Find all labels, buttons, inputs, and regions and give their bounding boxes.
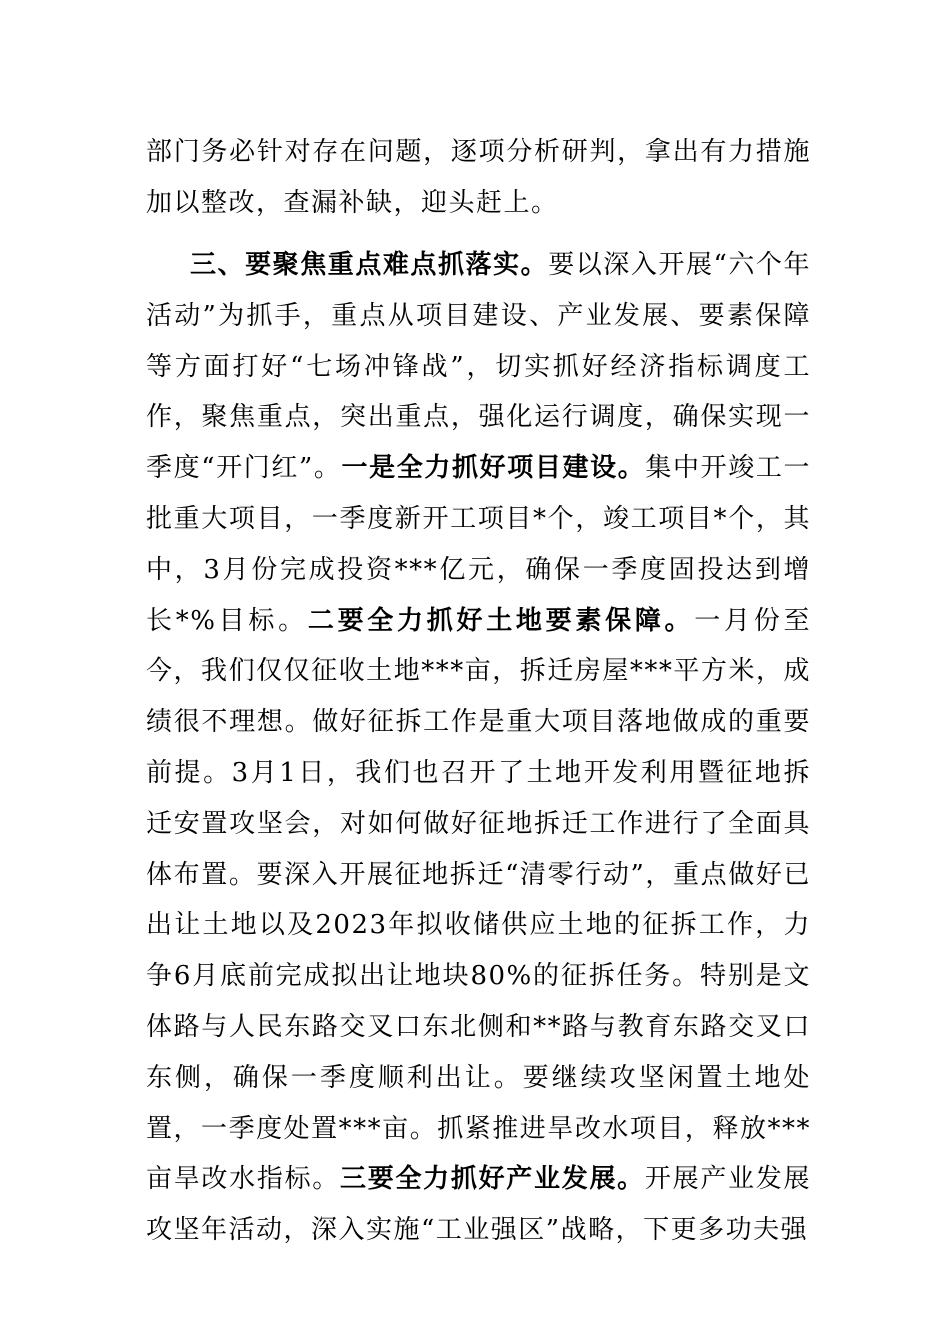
paragraph-text: 一月份至今，我们仅仅征收土地***亩，拆迁房屋***平方米，成绩很不理想。做好征拆工作是重大项目落地做成的重要前提。3月1日，我们也召开了土地开发利用暨征地拆迁安置攻坚会，对如何做好征地拆迁工作进行了全面具体布置。要深入开展征地拆迁“清零行动”，重点做好已出让土地以及2023年拟收储供应土地的征拆工作，力争6月底前完成拟出让地块80%的征拆任务。特别是文体路与人民东路交叉口东北侧和**路与教育东路交叉口东侧，确保一季度顺利出让。要继续攻坚闲置土地处置，一季度处置***亩。抓紧推进旱改水项目，释放***亩旱改水指标。 bbox=[146, 605, 811, 1195]
paragraph-focus-key-points bbox=[146, 240, 811, 1256]
paragraph-text: 开展产业发展攻坚年活动，深入实施“工业强区”战略，下更多功夫强 bbox=[146, 1164, 811, 1246]
paragraph-text: 集中开竣工一批重大项目，一季度新开工项目*个，竣工项目*个，其中，3月份完成投资***亿元，确保一季度固投达到增长*%目标。 bbox=[146, 453, 811, 636]
paragraph-rectification bbox=[146, 127, 811, 229]
section-heading: 三、要聚焦重点难点抓落实。 bbox=[190, 250, 549, 280]
subheading-project-construction: 一是全力抓好项目建设。 bbox=[341, 453, 646, 484]
paragraph-text: 要以深入开展“六个年活动”为抓手，重点从项目建设、产业发展、要素保障等方面打好“七场冲锋战”，切实抓好经济指标调度工作，聚焦重点，突出重点，强化运行调度，确保实现一季度“开门红”。 bbox=[146, 250, 811, 484]
subheading-industry-development: 三要全力抓好产业发展。 bbox=[340, 1164, 645, 1195]
paragraph-text: 部门务必针对存在问题，逐项分析研判，拿出有力措施加以整改，查漏补缺，迎头赶上。 bbox=[146, 137, 811, 218]
subheading-land-guarantee: 二要全力抓好土地要素保障。 bbox=[307, 605, 695, 636]
